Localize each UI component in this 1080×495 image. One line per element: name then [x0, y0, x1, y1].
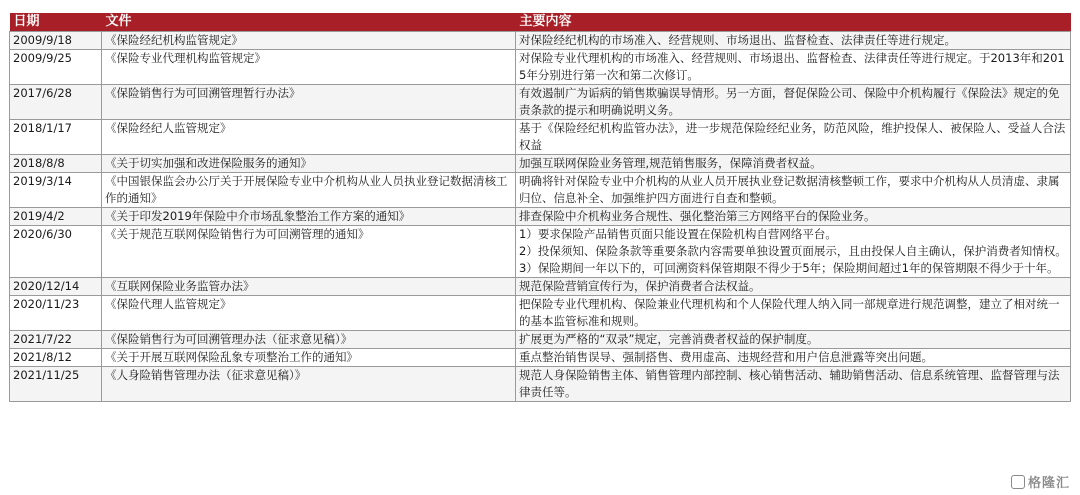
main-content-line: 2）投保须知、保险条款等重要条款内容需要单独设置页面展示，且由投保人自主确认，保护消费者知情权。 — [519, 244, 1067, 258]
table-row — [10, 296, 1071, 331]
row-document: 《保险专业代理机构监管规定》 — [102, 50, 516, 85]
row-main-content — [516, 85, 1071, 120]
main-content-line: 1）要求保险产品销售页面只能设置在保险机构自营网络平台。 — [519, 227, 837, 241]
table-body — [10, 32, 1071, 402]
main-content-line: 有效遏制广为诟病的销售欺骗误导情形。另一方面，督促保险公司、保险中介机构履行《保险法》规定的免责条款的提示和明确说明义务。 — [519, 86, 1060, 117]
main-content-line: 规范人身保险销售主体、销售管理内部控制、核心销售活动、辅助销售活动、信息系统管理、监督管理与法律责任等。 — [519, 368, 1060, 399]
table-row — [10, 120, 1071, 155]
header-main: 主要内容 — [516, 13, 1071, 32]
table-row — [10, 50, 1071, 85]
row-document: 《人身险销售管理办法（征求意见稿）》 — [102, 367, 516, 402]
row-main-content — [516, 296, 1071, 331]
row-main-content — [516, 278, 1071, 296]
main-content-line: 重点整治销售误导、强制搭售、费用虚高、违规经营和用户信息泄露等突出问题。 — [519, 350, 933, 364]
row-date: 2018/1/17 — [10, 120, 102, 155]
main-content-line: 对保险经纪机构的市场准入、经营规则、市场退出、监督检查、法律责任等进行规定。 — [519, 33, 956, 47]
row-date: 2021/8/12 — [10, 349, 102, 367]
row-main-content — [516, 226, 1071, 278]
row-date: 2017/6/28 — [10, 85, 102, 120]
row-date: 2009/9/18 — [10, 32, 102, 50]
table-row — [10, 32, 1071, 50]
row-date: 2021/7/22 — [10, 331, 102, 349]
row-main-content — [516, 120, 1071, 155]
row-document: 《保险经纪机构监管规定》 — [102, 32, 516, 50]
row-date: 2021/11/25 — [10, 367, 102, 402]
row-document: 《互联网保险业务监管办法》 — [102, 278, 516, 296]
row-date: 2009/9/25 — [10, 50, 102, 85]
row-main-content — [516, 50, 1071, 85]
row-document: 《保险销售行为可回溯管理暂行办法》 — [102, 85, 516, 120]
table-row — [10, 155, 1071, 173]
main-content-line: 对保险专业代理机构的市场准入、经营规则、市场退出、监督检查、法律责任等进行规定。于2013年和2015年分别进行第一次和第二次修订。 — [519, 51, 1065, 82]
main-content-line: 基于《保险经纪机构监管办法》，进一步规范保险经纪业务，防范风险，维护投保人、被保险人、受益人合法权益 — [519, 121, 1066, 152]
row-main-content — [516, 367, 1071, 402]
table-row — [10, 85, 1071, 120]
row-date: 2020/11/23 — [10, 296, 102, 331]
main-content-line: 排查保险中介机构业务合规性、强化整治第三方网络平台的保险业务。 — [519, 209, 876, 223]
header-row — [10, 13, 1071, 32]
row-document: 《保险代理人监管规定》 — [102, 296, 516, 331]
table-row — [10, 226, 1071, 278]
row-main-content — [516, 331, 1071, 349]
row-document: 《关于规范互联网保险销售行为可回溯管理的通知》 — [102, 226, 516, 278]
row-document: 《中国银保监会办公厅关于开展保险专业中介机构从业人员执业登记数据清核工作的通知》 — [102, 173, 516, 208]
main-content-line: 加强互联网保险业务管理,规范销售服务，保障消费者权益。 — [519, 156, 822, 170]
table-row — [10, 331, 1071, 349]
row-date: 2018/8/8 — [10, 155, 102, 173]
watermark — [1011, 472, 1070, 491]
row-main-content — [516, 349, 1071, 367]
table-row — [10, 367, 1071, 402]
row-date: 2019/4/2 — [10, 208, 102, 226]
row-main-content — [516, 32, 1071, 50]
table-row — [10, 208, 1071, 226]
table-row — [10, 278, 1071, 296]
row-date: 2019/3/14 — [10, 173, 102, 208]
row-document: 《保险销售行为可回溯管理办法（征求意见稿）》 — [102, 331, 516, 349]
table-row — [10, 349, 1071, 367]
table-header — [10, 13, 1071, 32]
gelonghui-logo-icon — [1011, 475, 1025, 489]
row-main-content — [516, 155, 1071, 173]
row-main-content — [516, 173, 1071, 208]
main-content-line: 把保险专业代理机构、保险兼业代理机构和个人保险代理人纳入同一部规章进行规范调整，建立了相对统一的基本监管标准和规则。 — [519, 297, 1060, 328]
row-document: 《关于开展互联网保险乱象专项整治工作的通知》 — [102, 349, 516, 367]
main-content-line: 扩展更为严格的“双录”规定，完善消费者权益的保护制度。 — [519, 332, 819, 346]
row-date: 2020/6/30 — [10, 226, 102, 278]
header-doc: 文件 — [102, 13, 516, 32]
row-document: 《关于印发2019年保险中介市场乱象整治工作方案的通知》 — [102, 208, 516, 226]
header-date: 日期 — [10, 13, 102, 32]
main-content-line: 规范保险营销宣传行为，保护消费者合法权益。 — [519, 279, 761, 293]
row-date: 2020/12/14 — [10, 278, 102, 296]
policy-table — [9, 13, 1071, 402]
table-row — [10, 173, 1071, 208]
row-main-content — [516, 208, 1071, 226]
watermark-text: 格隆汇 — [1027, 476, 1070, 491]
policy-table-container — [9, 13, 1070, 402]
main-content-line: 明确将针对保险专业中介机构的从业人员开展执业登记数据清核整顿工作，要求中介机构从人员清虚、隶属归位、信息补全、加强维护四方面进行自查和整顿。 — [519, 174, 1060, 205]
row-document: 《保险经纪人监管规定》 — [102, 120, 516, 155]
row-document: 《关于切实加强和改进保险服务的通知》 — [102, 155, 516, 173]
main-content-line: 3）保险期间一年以下的，可回溯资料保管期限不得少于5年；保险期间超过1年的保管期限不得少于十年。 — [519, 261, 1059, 275]
